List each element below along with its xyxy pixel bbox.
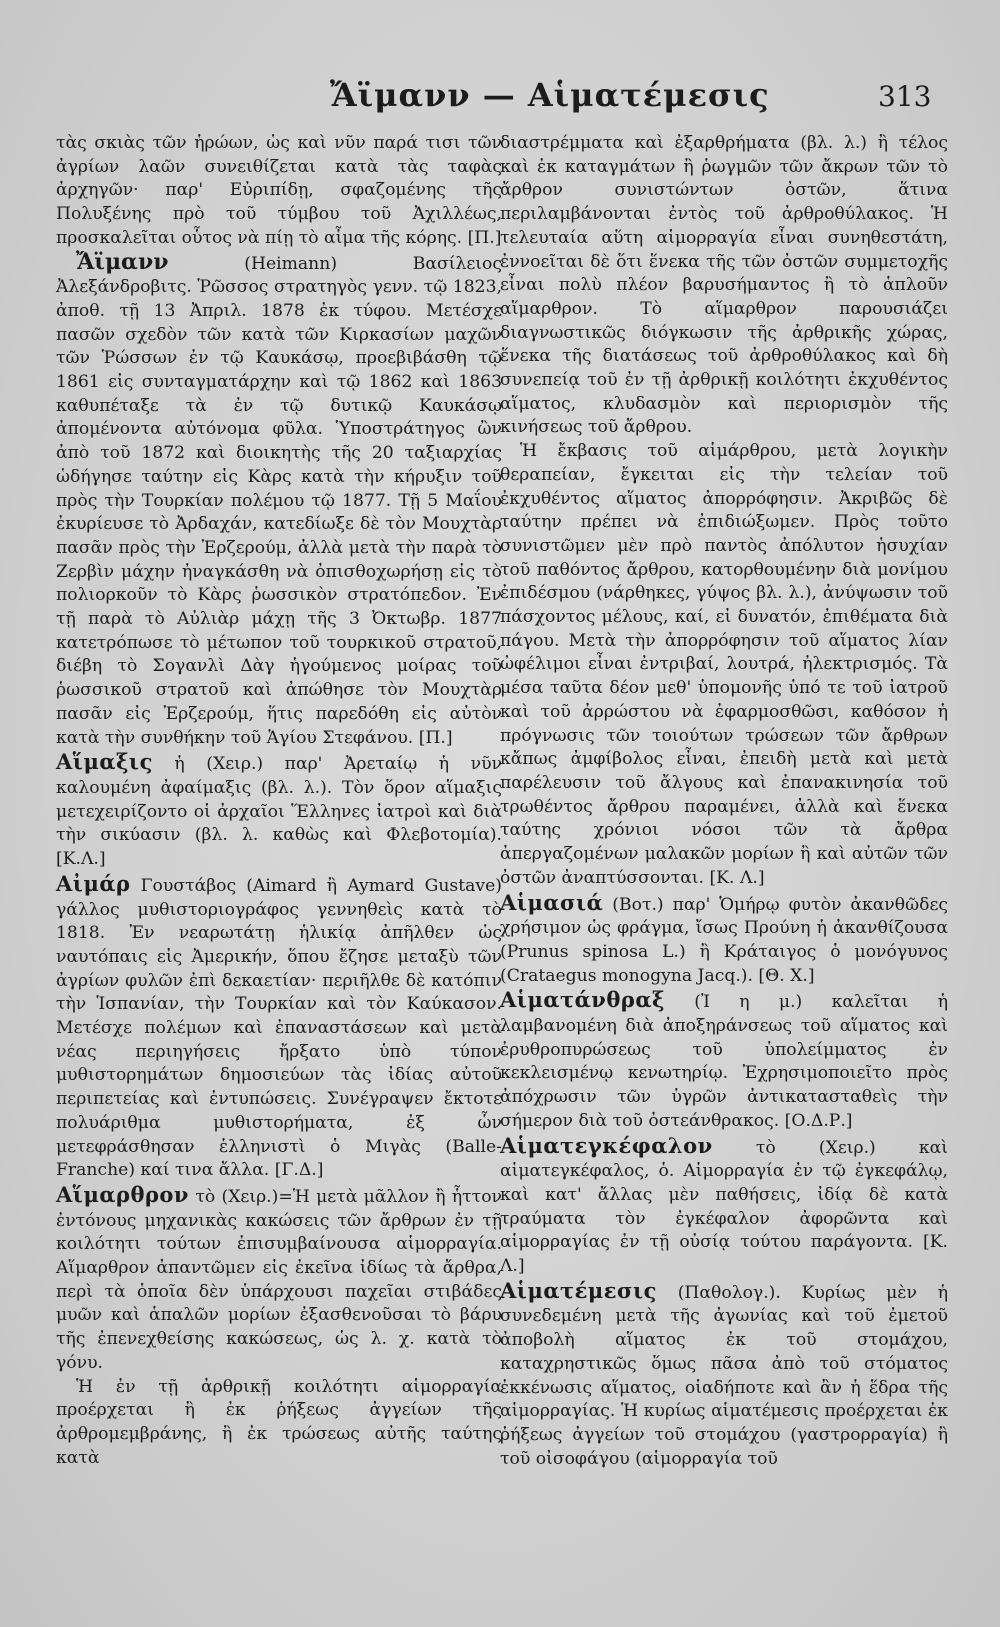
entry-text: τὸ (Χειρ.)=Ἡ μετὰ μᾶλλον ἢ ἧττον ἐντόνους μηχανικὰς κακώσεις τῶν ἄρθρων ἐν τῇ κοιλότητι τούτων ἐπισυμβαίνουσα αἱμορραγία. Αἵμαρθρον ἀπαντῶμεν εἰς ἐκεῖνα ἰδίως τὰ ἄρθρα, περὶ τὰ ὁποῖα δὲν ὑπάρχουσι παχεῖαι στιβάδες μυῶν καὶ ἁπαλῶν μορίων ἐξασθενοῦσαι τὸ βάρυ τῆς ἐπενεχθείσης κακώσεως, ὡς λ. χ. κατὰ τὸ γόνυ. <box>56 1186 502 1373</box>
entry-aimarthron <box>56 1183 502 1376</box>
entry-text: ἡ (Χειρ.) παρ' Ἀρεταίῳ ἡ νῦν καλουμένη ἀφαίμαξις (βλ. λ.). Τὸν ὅρον αἵμαξις μετεχειρίζοντο οἱ ἀρχαῖοι Ἕλληνες ἰατροὶ καὶ διὰ τὴν σικύασιν (βλ. λ. καθὼς καὶ Φλεβοτομία). [Κ.Λ.] <box>56 754 502 870</box>
lemma: Αἱματέμεσις <box>500 1277 657 1303</box>
lemma: Αἱμασιά <box>500 889 604 915</box>
entry-aimann <box>56 248 502 751</box>
entry-text: (Heimann) Βασίλειος Ἀλεξάνδροβιτς. Ῥῶσσος στρατηγὸς γενν. τῷ 1823, ἀποθ. τῇ 13 Ἀπριλ. 1878 ἐκ τύφου. Μετέσχε πασῶν σχεδὸν τῶν κατὰ τῶν Κιρκασίων μαχῶν τῶν Ῥώσσων ἐν τῷ Καυκάσῳ, προεβιβάσθη τῷ 1861 εἰς συνταγματάρχην καὶ τῷ 1862 καὶ 1863 καθυπέταξε τὰ ἐν τῷ δυτικῷ Καυκάσῳ ἀπομένοντα αὐτόνομα φῦλα. Ὑποστράτηγος ὢν ἀπὸ τοῦ 1872 καὶ διοικητὴς τῆς 20 ταξιαρχίας ὡδήγησε ταύτην εἰς Κὰρς κατὰ τὴν κήρυξιν τοῦ πρὸς τὴν Τουρκίαν πολέμου τῷ 1877. Τῇ 5 Μαΐου ἐκυρίευσε τὸ Ἀρδαχάν, κατεδίωξε δὲ τὸν Μουχτὰρ πασᾶν πρὸς τὴν Ἐρζερούμ, ἀλλὰ μετὰ τὴν παρὰ τὸ Ζερβὶν μάχην ἠναγκάσθη νὰ ὀπισθοχωρήσῃ εἰς τὸ πολιορκοῦν τὸ Κὰρς ῥωσσικὸν στρατόπεδον. Ἐν τῇ παρὰ τὸ Αὐλιὰρ μάχῃ τῆς 3 Ὀκτωβρ. 1877 κατετρόπωσε τὸ μέτωπον τοῦ τουρκικοῦ στρατοῦ, διέβη τὸ Σογανλὶ Δὰγ ἡγούμενος μοίρας τοῦ ῥωσσικοῦ στρατοῦ καὶ ἀπώθησε τὸν Μουχτὰρ πασᾶν εἰς Ἐρζερούμ, ἥτις παρεδόθη εἰς αὐτὸν κατὰ τὴν συνθήκην τοῦ Ἁγίου Στεφάνου. [Π.] <box>56 253 502 748</box>
entry-aimar <box>56 872 502 1183</box>
entry-text: (Ἰ η μ.) καλεῖται ἡ λαμβανομένη διὰ ἀποξηράνσεως τοῦ αἵματος καὶ ἐρυθροπυρώσεως τοῦ ὑπολείμματος ἐν κεκλεισμένῳ κενωτηρίῳ. Ἐχρησιμοποιεῖτο πρὸς ἀπόχρωσιν τῶν ὑγρῶν ἀντικατασταθεὶς τὴν σήμερον διὰ τοῦ ὀστεάνθρακος. [Ο.Δ.Ρ.] <box>500 992 948 1131</box>
entry-text: Γουστάβος (Aimard ἢ Aymard Gustave) γάλλος μυθιστοριογράφος γεννηθεὶς κατὰ τὸ 1818. Ἐν νεαρωτάτῃ ἡλικίᾳ ἀπῆλθεν ὡς ναυτόπαις εἰς Ἀμερικήν, ὅπου ἔζησε μεταξὺ τῶν ἀγρίων φυλῶν ἐπὶ δεκαετίαν· περιῆλθε δὲ κατόπιν τὴν Ἱσπανίαν, τὴν Τουρκίαν καὶ τὸν Καύκασον. Μετέσχε πολέμων καὶ ἐπαναστάσεων καὶ μετὰ νέας περιηγήσεις ἤρξατο ὑπὸ τύπον μυθιστορημάτων δημοσιεύων τὰς ἰδίας αὐτοῦ περιπετείας καὶ ἐντυπώσεις. Συνέγραψεν ἔκτοτε πολυάριθμα μυθιστορήματα, ἐξ ὧν μετεφράσθησαν ἑλληνιστὶ ὁ Μιγὰς (Balle-Franche) καί τινα ἄλλα. [Γ.Δ.] <box>56 875 502 1181</box>
lemma: Αἱματάνθραξ <box>500 987 665 1013</box>
lemma: Αἰμάρ <box>56 870 131 896</box>
running-head: Ἄϊμανν — Αἱματέμεσις <box>330 76 770 114</box>
paragraph: Ἡ ἔκβασις τοῦ αἱμάρθρου, μετὰ λογικὴν θεραπείαν, ἔγκειται εἰς τὴν τελείαν τοῦ ἐκχυθέντος αἵματος ἀπορρόφησιν. Ἀκριβῶς δὲ ταύτην πρέπει νὰ ἐπιδιώξωμεν. Πρὸς τοῦτο συνιστῶμεν μὲν πρὸ παντὸς ἀπόλυτον ἡσυχίαν τοῦ παθόντος ἄρθρου, κατορθουμένην διὰ μονίμου ἐπιδέσμου (νάρθηκες, γύψος βλ. λ.), ἀνύψωσιν τοῦ πάσχοντος μέλους, καί, εἰ δυνατόν, ἐπιθέματα διὰ πάγου. Μετὰ τὴν ἀπορρόφησιν τοῦ αἵματος λίαν ὠφέλιμοι εἶναι ἐντριβαί, λουτρά, ἠλεκτρισμός. Τὰ μέσα ταῦτα δέον μεθ' ὑπομονῆς ὑπό τε τοῦ ἰατροῦ καὶ τοῦ ἀρρώστου νὰ ἐφαρμοσθῶσι, καθόσον ἡ πρόγνωσις τῶν τοιούτων τρώσεων τῶν ἄρθρων κἄπως ἀμφίβολος εἶναι, ἐπειδὴ μετὰ καὶ μετὰ παρέλευσιν τοῦ ἄλγους καὶ ἐπανακινησία τοῦ τρωθέντος ἄρθρου παραμένει, ἀλλὰ καὶ ἕνεκα ταύτης χρόνιοι νόσοι τῶν τὰ ἄρθρα ἀπεργαζομένων μαλακῶν μορίων ἢ καὶ αὐτῶν τῶν ὀστῶν ἀναπτύσσονται. [Κ. Λ.] <box>500 441 948 888</box>
entry-text: (Παθολογ.). Κυρίως μὲν ἡ συνεδεμένη μετὰ τῆς ἀγωνίας καὶ τοῦ ἐμετοῦ ἀποβολὴ αἵματος ἐκ τοῦ στομάχου, καταχρηστικῶς ὅμως πᾶσα ἀπὸ τοῦ στόματος ἐκκένωσις αἵματος, οἱαδήποτε καὶ ἂν ἡ ἕδρα τῆς αἱμορραγίας. Ἡ κυρίως αἱματέμεσις προέρχεται ἐκ ῥήξεως ἀγγείων τοῦ στομάχου (γαστρορραγία) ἢ τοῦ οἰσοφάγου (αἱμορραγία τοῦ <box>500 1282 948 1469</box>
left-column <box>56 132 502 1470</box>
paragraph: Ἡ ἐν τῇ ἀρθρικῇ κοιλότητι αἱμορραγία προέρχεται ἢ ἐκ ῥήξεως ἀγγείων τῆς ἀρθρομεμβράνης, ἢ ἐκ τρώσεως αὐτῆς ταύτης κατὰ <box>56 1376 502 1468</box>
page-number: 313 <box>878 80 932 113</box>
entry-aimatenkefalon <box>500 1134 948 1279</box>
entry-text: (Βοτ.) παρ' Ὁμήρῳ φυτὸν ἀκανθῶδες χρήσιμον ὡς φράγμα, ἴσως Προύνη ἡ ἀκανθίζουσα (Prunus spinosa L.) ἢ Κράταιγος ὁ μονόγυνος (Crataegus monogyna Jacq.). [Θ. Χ.] <box>500 894 948 986</box>
paragraph: τὰς σκιὰς τῶν ἡρώων, ὡς καὶ νῦν παρά τισι τῶν ἀγρίων λαῶν συνειθίζεται κατὰ τὰς ταφὰς ἀρχηγῶν· παρ' Εὐριπίδῃ, σφαζομένης τῆς Πολυξένης πρὸ τοῦ τύμβου τοῦ Ἀχιλλέως, προσκαλεῖται οὗτος νὰ πίῃ τὸ αἷμα τῆς κόρης. [Π.] <box>56 133 502 248</box>
paragraph: διαστρέμματα καὶ ἐξαρθρήματα (βλ. λ.) ἢ τέλος καὶ ἐκ καταγμάτων ἢ ῥωγμῶν τῶν ἄκρων τῶν τὸ ἄρθρον συνιστώντων ὀστῶν, ἅτινα περιλαμβάνονται ἐντὸς τοῦ ἀρθροθύλακος. Ἡ τελευταία αὕτη αἱμορραγία εἶναι συνηθεστάτη, ἐννοεῖται δὲ ὅτι ἕνεκα τῆς τῶν ὀστῶν συμμετοχῆς εἶναι πολὺ πλέον βαρυσήμαντος ἢ τὸ ἁπλοῦν αἵμαρθρον. Τὸ αἵμαρθρον παρουσιάζει διαγνωστικῶς διόγκωσιν τῆς ἀρθρικῆς χώρας, ἕνεκα τῆς διατάσεως τοῦ ἀρθροθύλακος καὶ δὴ συνεπείᾳ τοῦ ἐν τῇ ἀρθρικῇ κοιλότητι ἐκχυθέντος αἵματος, κλυδασμὸν καὶ περιορισμὸν τῆς κινήσεως τοῦ ἄρθρου. <box>500 133 948 438</box>
lemma: Ἄϊμανν <box>76 248 169 275</box>
entry-aimasia <box>500 891 948 989</box>
right-column <box>500 132 948 1471</box>
page-header <box>0 72 1000 122</box>
lemma: Αἵμαξις <box>56 749 153 775</box>
entry-aimatanthrax <box>500 988 948 1133</box>
entry-aimaxis <box>56 750 502 872</box>
lemma: Αἵμαρθρον <box>56 1181 190 1207</box>
entry-text: τὸ (Χειρ.) καὶ αἱματεγκέφαλος, ὁ. Αἱμορραγία ἐν τῷ ἐγκεφάλῳ, καὶ κατ' ἄλλας μὲν παθήσεις, ἰδίᾳ δὲ κατὰ τραύματα τὸν ἐγκέφαλον ἀφορῶντα καὶ αἱμορραγίας ἐν τῇ οὐσίᾳ τούτου παράγοντα. [Κ. Λ.] <box>500 1137 948 1277</box>
lemma: Αἱματεγκέφαλον <box>500 1132 713 1158</box>
entry-aimatemesis <box>500 1279 948 1472</box>
